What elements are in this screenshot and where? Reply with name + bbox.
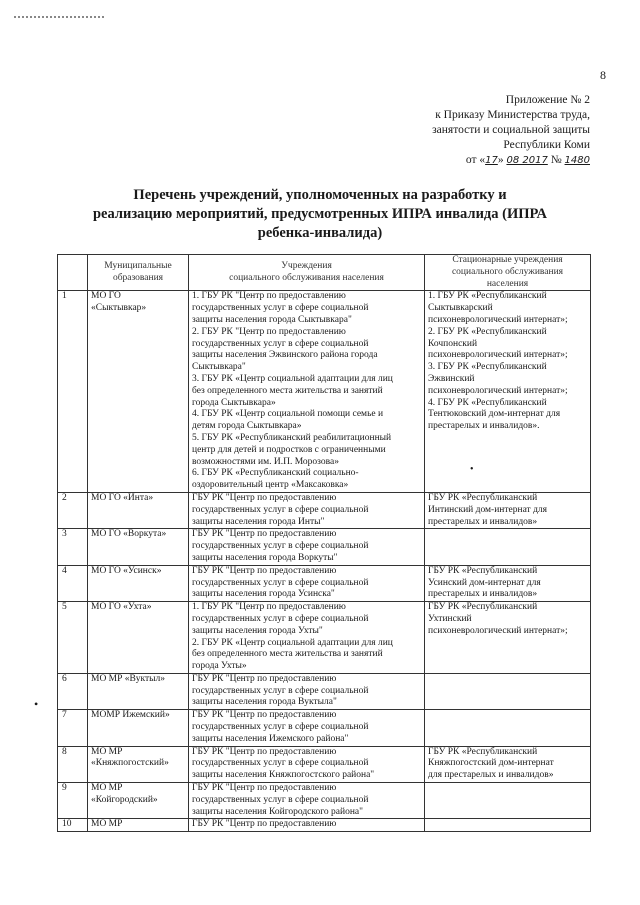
stationary-cell	[425, 710, 591, 746]
social-service-cell	[189, 602, 425, 674]
social-service-line: 2. ГБУ РК "Центр по предоставлению	[192, 326, 346, 337]
stationary-cell	[425, 746, 591, 782]
social-service-cell	[189, 565, 425, 601]
page-number: 8	[600, 68, 606, 82]
social-service-line: 4. ГБУ РК «Центр социальной помощи семье и	[192, 409, 384, 420]
row-number: 4	[58, 565, 88, 601]
title-line-1: Перечень учреждений, уполномоченных на разработку и	[133, 187, 507, 203]
table-row	[58, 673, 591, 709]
table-row	[58, 492, 591, 528]
table-header-row	[58, 255, 591, 291]
social-service-line: без определенного места жительства и занятий	[192, 385, 383, 396]
row-number: 8	[58, 746, 88, 782]
stationary-line: престарелых и инвалидов»	[428, 589, 538, 600]
row-number: 7	[58, 710, 88, 746]
social-service-line: государственных услуг в сфере социальной	[192, 541, 369, 552]
header-text-line: Муниципальные	[104, 260, 172, 271]
stationary-line: 4. ГБУ РК «Республиканский	[428, 397, 547, 408]
stationary-line: Усинский дом-интернат для	[428, 577, 541, 588]
scan-speck: •	[470, 464, 474, 475]
social-service-line: ГБУ РК "Центр по предоставлению	[192, 746, 337, 757]
social-service-line: государственных услуг в сфере социальной	[192, 758, 369, 769]
social-service-line: защиты населения Эжвинского района города	[192, 350, 378, 361]
municipality-cell	[88, 492, 189, 528]
order-line-2: занятости и социальной защиты	[432, 124, 590, 136]
header-text-line: Стационарные учреждения	[452, 255, 563, 265]
social-service-line: ГБУ РК "Центр по предоставлению	[192, 710, 337, 721]
row-number: 5	[58, 602, 88, 674]
stationary-line: ГБУ РК «Республиканский	[428, 492, 538, 503]
municipality-line: МО ГО «Инта»	[91, 492, 154, 503]
stationary-cell	[425, 673, 591, 709]
appendix-header	[380, 93, 590, 168]
social-service-line: детям города Сыктывкара»	[192, 421, 302, 432]
date-prefix: от «	[465, 154, 486, 166]
stationary-line: ГБУ РК «Республиканский	[428, 602, 538, 613]
social-service-cell	[189, 492, 425, 528]
municipality-line: МО МР	[91, 746, 123, 757]
social-service-line: государственных услуг в сфере социальной	[192, 338, 369, 349]
social-service-line: города Ухты»	[192, 661, 247, 672]
social-service-line: 5. ГБУ РК «Республиканский реабилитационный	[192, 432, 392, 443]
stationary-line: Кочпонский	[428, 338, 478, 349]
stationary-cell	[425, 492, 591, 528]
table-row	[58, 602, 591, 674]
appendix-label: Приложение № 2	[505, 94, 590, 106]
stationary-line: Сыктывкарский	[428, 303, 493, 314]
social-service-line: Сыктывкара"	[192, 362, 246, 373]
stationary-line: Ухтинский	[428, 613, 472, 624]
header-municipality	[88, 255, 189, 291]
social-service-line: государственных услуг в сфере социальной	[192, 794, 369, 805]
social-service-line: центр для детей и подростков с ограниченными	[192, 444, 386, 455]
social-service-line: защиты населения города Вуктыла"	[192, 697, 337, 708]
social-service-line: защиты населения Княжпогостского района"	[192, 770, 375, 781]
stationary-line: психоневрологический интернат»;	[428, 350, 568, 361]
social-service-line: 1. ГБУ РК "Центр по предоставлению	[192, 602, 346, 613]
municipality-cell	[88, 819, 189, 832]
municipality-line: «Койгородский»	[91, 794, 158, 805]
social-service-cell	[189, 673, 425, 709]
social-service-line: ГБУ РК "Центр по предоставлению	[192, 819, 337, 830]
social-service-cell	[189, 529, 425, 565]
municipality-cell	[88, 602, 189, 674]
date-month-year: 08 2017	[506, 155, 548, 166]
social-service-line: защиты населения города Сыктывкара"	[192, 314, 352, 325]
row-number: 2	[58, 492, 88, 528]
social-service-line: возможностями им. И.П. Морозова»	[192, 456, 339, 467]
table-row	[58, 819, 591, 832]
municipality-line: МОМР Ижемский»	[91, 710, 170, 721]
municipality-cell	[88, 746, 189, 782]
order-line-3: Республики Коми	[503, 139, 590, 151]
social-service-cell	[189, 291, 425, 493]
stationary-line: Эжвинский	[428, 373, 475, 384]
top-scan-mark	[14, 16, 104, 18]
social-service-cell	[189, 746, 425, 782]
order-date-line	[380, 153, 590, 168]
table-row	[58, 291, 591, 493]
row-number: 10	[58, 819, 88, 832]
social-service-line: ГБУ РК "Центр по предоставлению	[192, 673, 337, 684]
social-service-line: 2. ГБУ РК «Центр социальной адаптации для лиц	[192, 637, 393, 648]
municipality-line: МО ГО «Воркута»	[91, 529, 167, 540]
stationary-line: престарелых и инвалидов»	[428, 516, 538, 527]
header-text-line: образования	[112, 272, 164, 283]
social-service-line: государственных услуг в сфере социальной	[192, 577, 369, 588]
social-service-line: 3. ГБУ РК «Центр социальной адаптации для лиц	[192, 373, 393, 384]
title-line-3: ребенка-инвалида)	[257, 225, 383, 241]
social-service-line: без определенного места жительства и занятий	[192, 649, 383, 660]
date-mid: »	[497, 154, 504, 166]
stationary-line: престарелых и инвалидов».	[428, 421, 540, 432]
social-service-line: защиты населения Ижемского района"	[192, 733, 349, 744]
social-service-line: государственных услуг в сфере социальной	[192, 722, 369, 733]
header-stationary	[425, 255, 591, 291]
stationary-line: ГБУ РК «Республиканский	[428, 746, 538, 757]
social-service-line: государственных услуг в сфере социальной	[192, 613, 369, 624]
stationary-line: Тентюковский дом-интернат для	[428, 409, 561, 420]
municipality-cell	[88, 291, 189, 493]
social-service-line: ГБУ РК "Центр по предоставлению	[192, 783, 337, 794]
municipality-cell	[88, 710, 189, 746]
social-service-line: 6. ГБУ РК «Республиканский социально-	[192, 468, 359, 479]
social-service-line: защиты населения города Ухты"	[192, 625, 323, 636]
municipality-cell	[88, 565, 189, 601]
stationary-line: для престарелых и инвалидов»	[428, 770, 554, 781]
social-service-line: города Сыктывкара»	[192, 397, 276, 408]
social-service-line: 1. ГБУ РК "Центр по предоставлению	[192, 291, 346, 302]
stationary-line: психоневрологический интернат»;	[428, 314, 568, 325]
document-title	[80, 186, 560, 243]
table-row	[58, 746, 591, 782]
institutions-table	[57, 254, 591, 832]
municipality-line: «Княжпогостский»	[91, 758, 169, 769]
table-row	[58, 710, 591, 746]
title-line-2: реализацию мероприятий, предусмотренных ИПРА инвалида (ИПРА	[92, 206, 547, 222]
social-service-cell	[189, 783, 425, 819]
stationary-line: 2. ГБУ РК «Республиканский	[428, 326, 547, 337]
stationary-line: Княжпогостский дом-интернат	[428, 758, 554, 769]
stationary-cell	[425, 529, 591, 565]
row-number: 9	[58, 783, 88, 819]
municipality-line: МО МР «Вуктыл»	[91, 673, 166, 684]
stationary-line: 1. ГБУ РК «Республиканский	[428, 291, 547, 302]
social-service-line: государственных услуг в сфере социальной	[192, 685, 369, 696]
header-social	[189, 255, 425, 291]
municipality-line: МО ГО «Ухта»	[91, 602, 152, 613]
municipality-line: МО ГО «Усинск»	[91, 565, 162, 576]
table-row	[58, 783, 591, 819]
header-text-line: Учреждения	[281, 260, 332, 271]
header-num	[58, 255, 88, 291]
number-sign: №	[550, 154, 562, 166]
row-number: 3	[58, 529, 88, 565]
row-number: 1	[58, 291, 88, 493]
social-service-line: защиты населения города Инты"	[192, 516, 325, 527]
stationary-cell	[425, 291, 591, 493]
stationary-line: психоневрологический интернат»;	[428, 385, 568, 396]
social-service-cell	[189, 819, 425, 832]
social-service-line: защиты населения города Воркуты"	[192, 552, 338, 563]
date-day: 17	[485, 155, 498, 166]
stationary-cell	[425, 819, 591, 832]
municipality-cell	[88, 783, 189, 819]
municipality-line: МО МР	[91, 783, 123, 794]
header-text-line: населения	[486, 278, 529, 289]
order-line-1: к Приказу Министерства труда,	[435, 109, 590, 121]
municipality-line: МО ГО	[91, 291, 121, 302]
order-number: 1480	[564, 155, 590, 166]
social-service-line: ГБУ РК "Центр по предоставлению	[192, 565, 337, 576]
stationary-cell	[425, 602, 591, 674]
table-row	[58, 565, 591, 601]
header-text-line: социального обслуживания	[451, 266, 564, 277]
stationary-cell	[425, 783, 591, 819]
social-service-line: оздоровительный центр «Максаковка»	[192, 480, 349, 491]
stationary-cell	[425, 565, 591, 601]
stationary-line: 3. ГБУ РК «Республиканский	[428, 362, 547, 373]
social-service-line: защиты населения Койгородского района"	[192, 806, 364, 817]
social-service-cell	[189, 710, 425, 746]
municipality-cell	[88, 529, 189, 565]
table-row	[58, 529, 591, 565]
stationary-line: психоневрологический интернат»;	[428, 625, 568, 636]
social-service-line: государственных услуг в сфере социальной	[192, 504, 369, 515]
stationary-line: ГБУ РК «Республиканский	[428, 565, 538, 576]
social-service-line: государственных услуг в сфере социальной	[192, 303, 369, 314]
margin-mark: •	[34, 697, 39, 711]
stationary-line: Интинский дом-интернат для	[428, 504, 548, 515]
social-service-line: защиты населения города Усинска"	[192, 589, 335, 600]
municipality-cell	[88, 673, 189, 709]
municipality-line: «Сыктывкар»	[91, 303, 147, 314]
municipality-line: МО МР	[91, 819, 123, 830]
social-service-line: ГБУ РК "Центр по предоставлению	[192, 529, 337, 540]
header-text-line: социального обслуживания населения	[229, 272, 384, 283]
row-number: 6	[58, 673, 88, 709]
social-service-line: ГБУ РК "Центр по предоставлению	[192, 492, 337, 503]
